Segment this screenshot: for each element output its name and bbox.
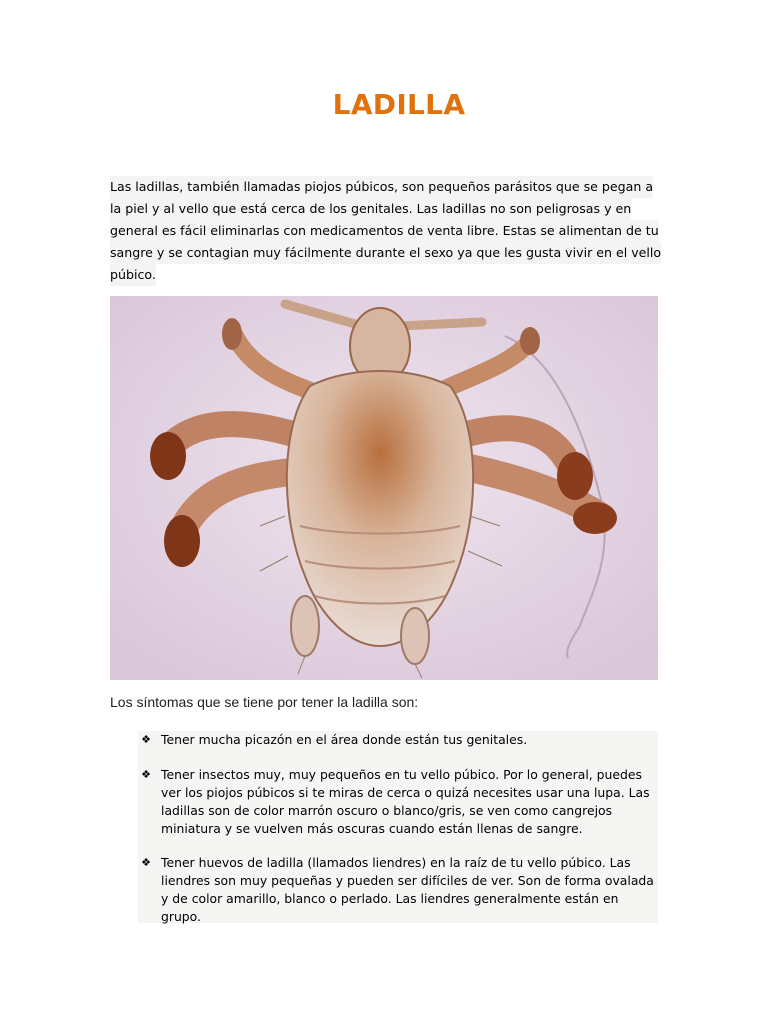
- list-item-text: [161, 766, 658, 838]
- diamond-bullet-icon: ❖: [141, 856, 151, 869]
- intro-line: Las ladillas, también llamadas piojos púbicos, son pequeños parásitos que se pegan a: [110, 176, 653, 198]
- list-item-line: Tener mucha picazón en el área donde están tus genitales.: [161, 732, 528, 747]
- list-item-line: miniatura y se vuelven más oscuras cuando están llenas de sangre.: [161, 821, 583, 836]
- diamond-bullet-icon: ❖: [141, 768, 151, 781]
- intro-line: púbico.: [110, 264, 156, 286]
- list-item-line: grupo.: [161, 909, 201, 924]
- list-item-line: ver los piojos púbicos si te miras de cerca o quizá necesites usar una lupa. Las: [161, 785, 650, 800]
- page-title: LADILLA: [332, 88, 466, 121]
- louse-illustration: [110, 296, 658, 680]
- diamond-bullet-icon: ❖: [141, 733, 151, 746]
- intro-paragraph: [110, 176, 662, 286]
- intro-line: general es fácil eliminarlas con medicamentos de venta libre. Estas se alimentan de tu: [110, 220, 659, 242]
- intro-line: sangre y se contagian muy fácilmente durante el sexo ya que les gusta vivir en el vello: [110, 242, 661, 264]
- list-item-line: Tener insectos muy, muy pequeños en tu vello púbico. Por lo general, puedes: [161, 767, 642, 782]
- symptoms-heading: Los síntomas que se tiene por tener la ladilla son:: [110, 694, 419, 710]
- pubic-louse-photo: [110, 296, 658, 680]
- symptoms-list: [138, 731, 658, 923]
- list-item-line: Tener huevos de ladilla (llamados liendres) en la raíz de tu vello púbico. Las: [161, 855, 631, 870]
- list-item-text: [161, 731, 658, 749]
- list-item-line: liendres son muy pequeñas y pueden ser difíciles de ver. Son de forma ovalada: [161, 873, 654, 888]
- list-item-line: y de color amarillo, blanco o perlado. Las liendres generalmente están en: [161, 891, 619, 906]
- intro-line: la piel y al vello que está cerca de los genitales. Las ladillas no son peligrosas y en: [110, 198, 631, 220]
- list-item-line: ladillas son de color marrón oscuro o blanco/gris, se ven como cangrejos: [161, 803, 613, 818]
- list-item-text: [161, 854, 658, 926]
